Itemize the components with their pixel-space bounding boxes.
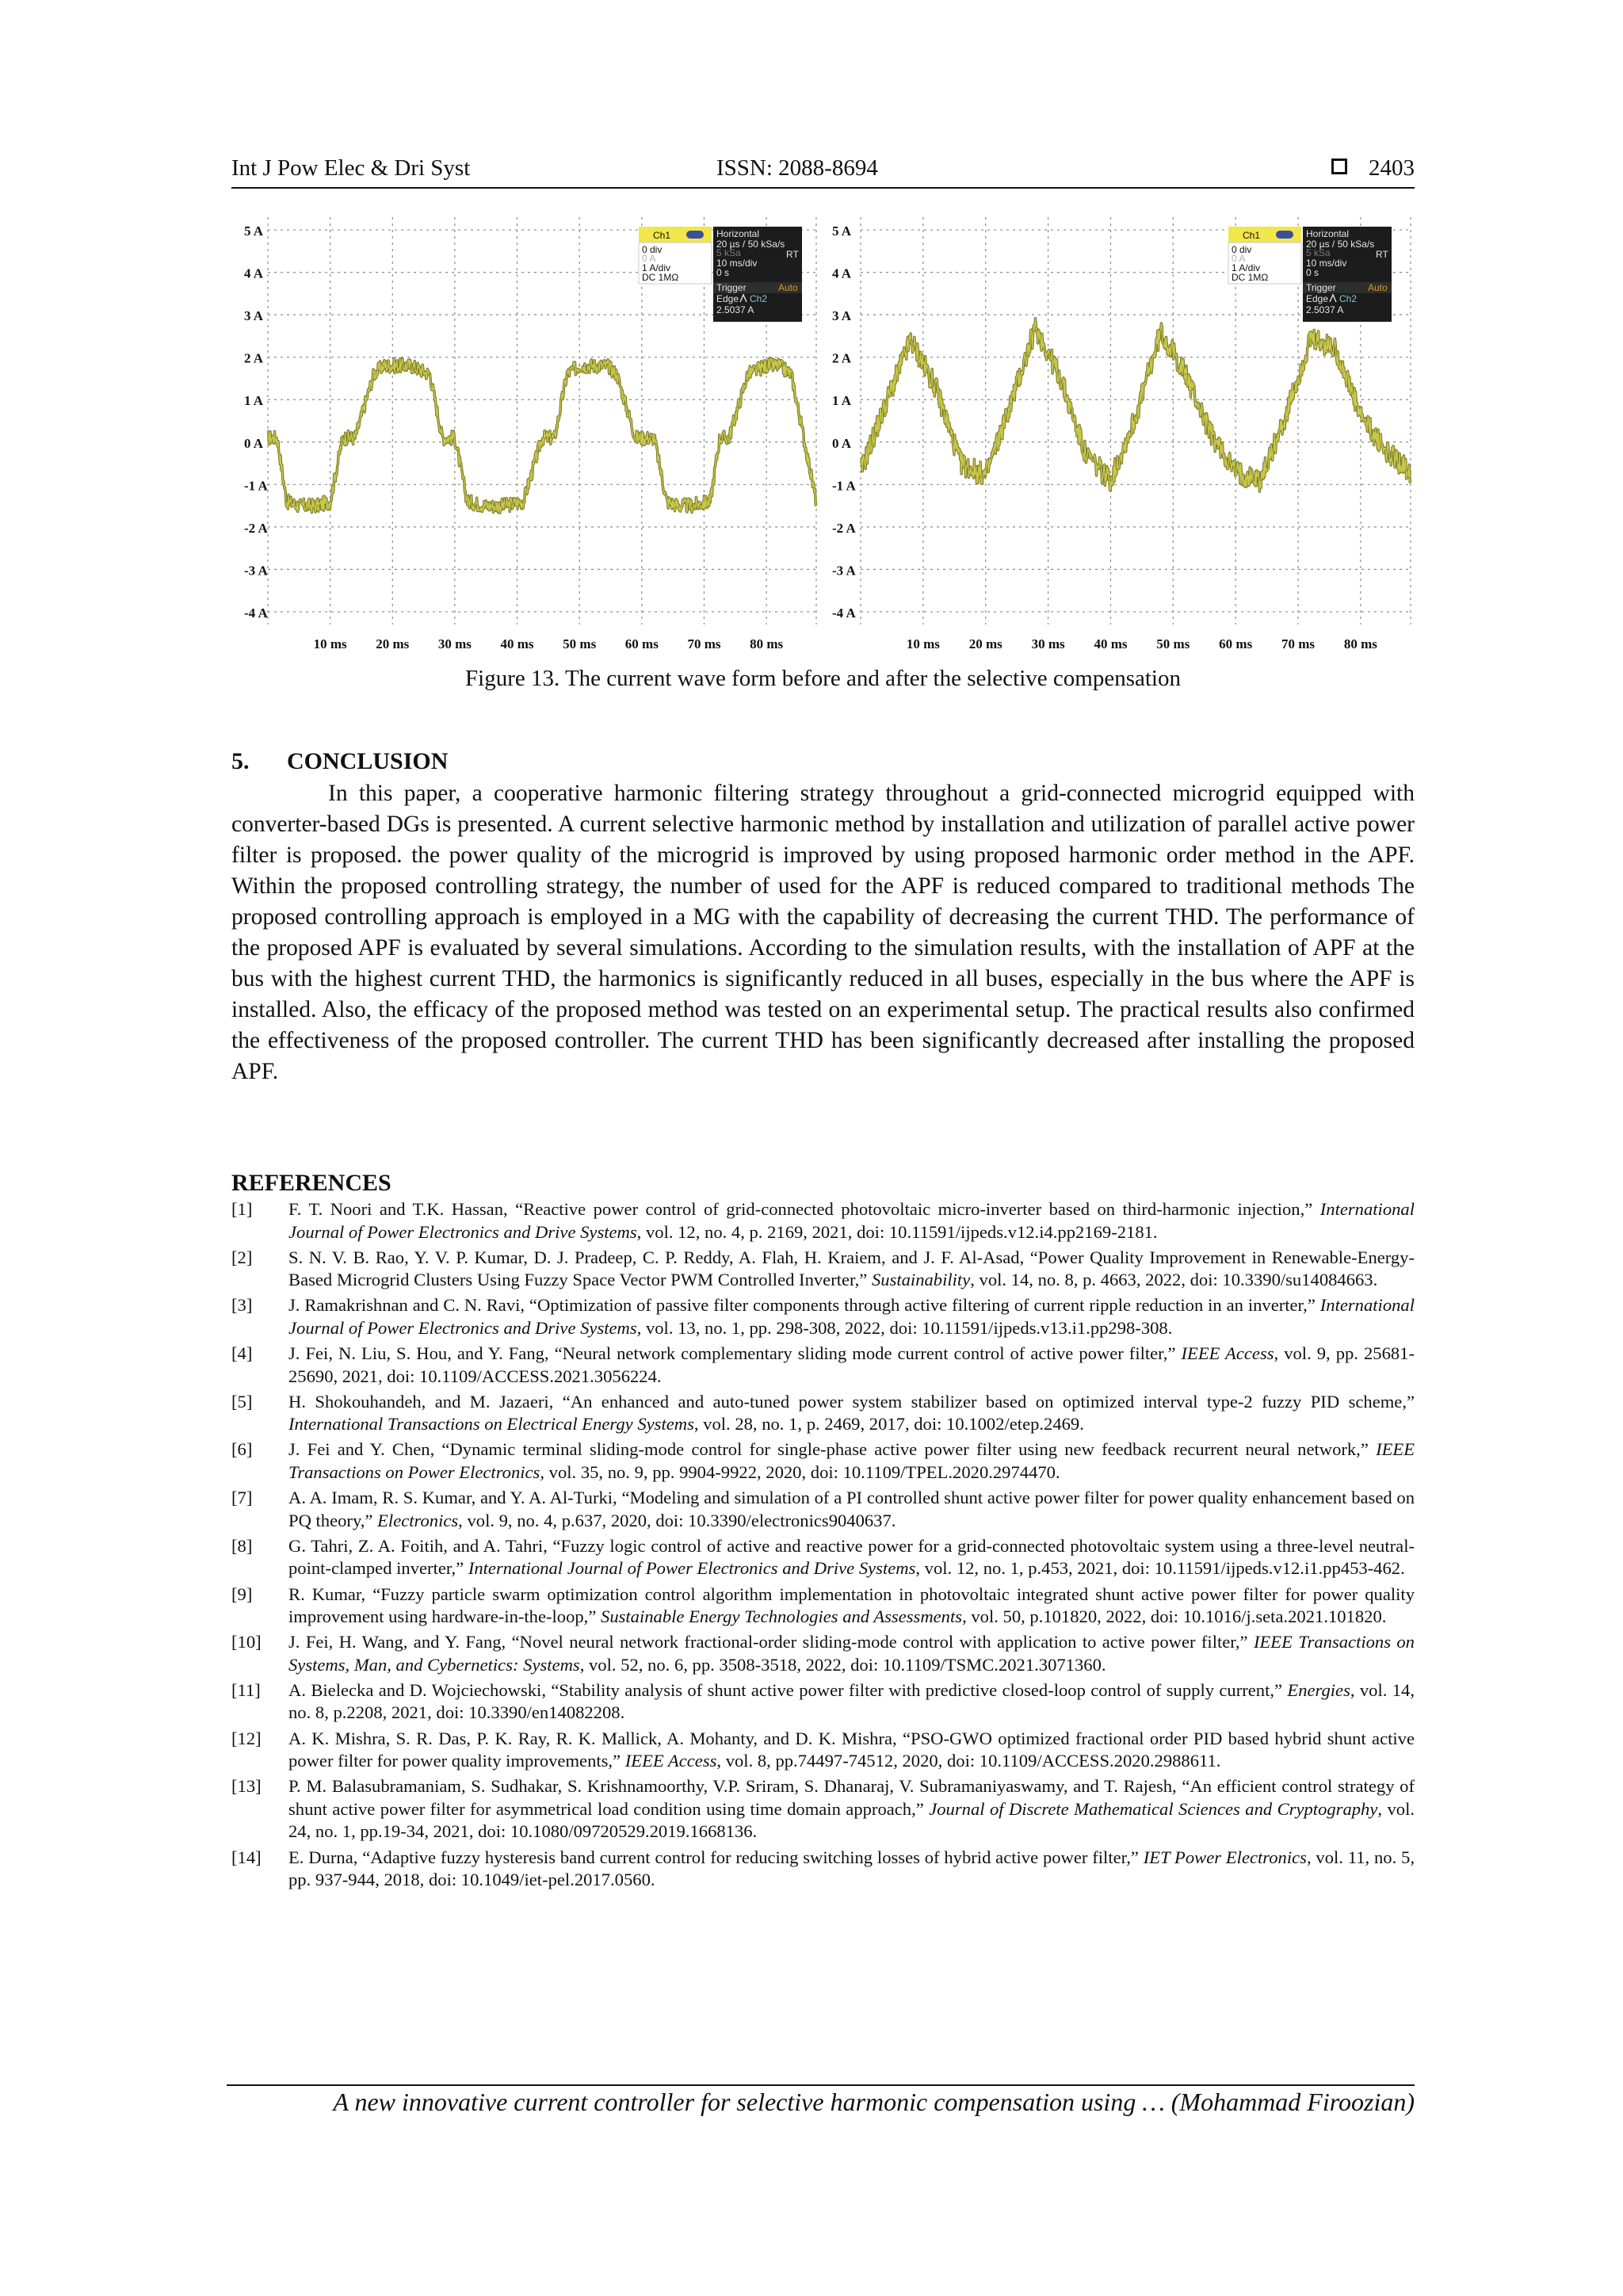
- reference-item: [231, 1487, 1415, 1532]
- channel-toggle-icon: [686, 231, 704, 239]
- waveform-point: [985, 475, 987, 476]
- figure-caption: Figure 13. The current wave form before and after the selective compensation: [465, 666, 1181, 691]
- reference-details: , vol. 14, no. 8, p.2208, 2021, doi: 10.3390/en14082208.: [288, 1679, 1415, 1723]
- reference-item: [231, 1198, 1415, 1244]
- section-number: 5.: [231, 748, 250, 774]
- waveform-point: [598, 365, 599, 366]
- trigger-text: Edge: [716, 293, 739, 304]
- reference-details: , vol. 12, no. 1, p.453, 2021, doi: 10.11591/ijpeds.v12.i1.pp453-462.: [915, 1558, 1405, 1579]
- waveform-point: [960, 462, 961, 464]
- x-tick-label: 70 ms: [687, 636, 721, 650]
- waveform-point: [766, 365, 767, 366]
- y-tick-label: -3 A: [832, 563, 856, 579]
- reference-venue: IET Power Electronics: [1143, 1847, 1307, 1867]
- x-tick-label: 60 ms: [624, 636, 659, 650]
- waveform-point: [441, 437, 443, 438]
- reference-item: [231, 1728, 1415, 1773]
- ch1-text: 1 A/div: [1232, 262, 1261, 273]
- waveform-point: [504, 505, 506, 506]
- references-heading: REFERENCES: [231, 1170, 391, 1196]
- waveform-point: [1235, 471, 1236, 472]
- waveform-point: [884, 403, 886, 404]
- channel-info-box: [1228, 227, 1301, 284]
- reference-venue: International Journal of Power Electronics and Drive Systems: [468, 1558, 916, 1579]
- x-tick-label: 20 ms: [376, 636, 410, 650]
- reference-list: [231, 1198, 1415, 1894]
- y-tick-label: -4 A: [244, 605, 268, 621]
- x-tick-label: 50 ms: [563, 636, 597, 650]
- reference-details: , vol. 24, no. 1, pp.19-34, 2021, doi: 10.1080/09720529.2019.1668136.: [288, 1798, 1415, 1842]
- reference-item: [231, 1584, 1415, 1629]
- y-tick-label: -3 A: [244, 563, 268, 579]
- ch1-text: 1 A/div: [642, 262, 671, 273]
- trigger-text: Auto: [1368, 282, 1388, 293]
- y-tick-label: 0 A: [832, 435, 852, 451]
- x-tick-label: 80 ms: [750, 636, 784, 650]
- waveform-point: [653, 437, 655, 438]
- waveform-point: [747, 373, 748, 375]
- trigger-text: Edge: [1306, 293, 1329, 304]
- waveform-point: [728, 437, 730, 438]
- reference-authors-title: A. K. Mishra, S. R. Das, P. K. Ray, R. K. Mallick, A. Mohanty, and D. K. Mishra, “PSO-GWO optimized fractional order PID based hybrid shunt active power filter for power quality improvements,”: [288, 1728, 1415, 1771]
- waveform-point: [1310, 339, 1312, 341]
- oscilloscope-before-compensation: [236, 212, 819, 650]
- reference-venue: IEEE Access: [1181, 1343, 1274, 1364]
- waveform-point: [790, 373, 792, 375]
- horizontal-text: 0 s: [1306, 267, 1319, 278]
- waveform-point: [934, 386, 936, 388]
- reference-venue: IEEE Transactions on Power Electronics: [288, 1439, 1415, 1483]
- ch1-text: Ch1: [653, 230, 671, 241]
- reference-authors-title: P. M. Balasubramaniam, S. Sudhakar, S. Krishnamoorthy, V.P. Sriram, S. Dhanaraj, V. Subramaniyaswamy, and T. Rajesh, “An efficient control strategy of shunt active power filter for asymmetrical load condition using time domain approach,”: [288, 1776, 1415, 1819]
- reference-details: , vol. 50, p.101820, 2022, doi: 10.1016/j.seta.2021.101820.: [962, 1606, 1387, 1627]
- reference-item: [231, 1294, 1415, 1339]
- ch1-text: 0 A: [1232, 253, 1246, 264]
- reference-venue: Journal of Discrete Mathematical Sciences and Cryptography: [929, 1798, 1378, 1819]
- x-tick-label: 40 ms: [1094, 636, 1128, 650]
- waveform-point: [579, 365, 580, 366]
- reference-number: [13]: [231, 1776, 262, 1797]
- horizontal-text: Horizontal: [1306, 228, 1350, 239]
- x-tick-label: 30 ms: [1031, 636, 1065, 650]
- waveform-point: [709, 501, 711, 502]
- reference-number: [7]: [231, 1488, 253, 1508]
- reference-venue: Electronics: [377, 1510, 459, 1530]
- reference-details: , vol. 35, no. 9, pp. 9904-9922, 2020, doi: 10.1109/TPEL.2020.2974470.: [540, 1462, 1060, 1483]
- waveform-point: [1285, 415, 1286, 417]
- reference-authors-title: G. Tahri, Z. A. Foitih, and A. Tahri, “Fuzzy logic control of active and reactive power for a grid-connected photovoltaic system using a three-level neutral-point-clamped inverter,”: [288, 1535, 1415, 1579]
- horizontal-text: 5 kSa: [716, 247, 741, 258]
- horizontal-text: RT: [786, 249, 799, 260]
- reference-item: [231, 1679, 1415, 1725]
- waveform-trace-shadow: [268, 358, 816, 513]
- x-tick-label: 20 ms: [968, 636, 1002, 650]
- trigger-text: Ch2: [750, 293, 768, 304]
- reference-number: [3]: [231, 1295, 253, 1316]
- reference-venue: Sustainable Energy Technologies and Assessments: [601, 1606, 963, 1627]
- reference-number: [2]: [231, 1247, 253, 1267]
- waveform-point: [1035, 327, 1037, 328]
- ch1-text: 0 div: [642, 244, 663, 255]
- trigger-text: Trigger: [716, 282, 747, 293]
- trigger-text: 2.5037 A: [716, 304, 754, 315]
- y-tick-label: 1 A: [244, 393, 264, 409]
- waveform-point: [429, 373, 430, 375]
- y-tick-label: -2 A: [832, 520, 856, 536]
- y-tick-label: -4 A: [832, 605, 856, 621]
- waveform-point: [411, 365, 412, 366]
- horizontal-info-box: [713, 227, 802, 322]
- horizontal-text: 20 µs / 50 kSa/s: [1306, 239, 1375, 250]
- x-tick-label: 10 ms: [313, 636, 347, 650]
- waveform-point: [466, 501, 468, 502]
- reference-venue: International Journal of Power Electronics and Drive Systems,: [288, 1295, 1415, 1338]
- trigger-text: Auto: [778, 282, 798, 293]
- waveform-point: [495, 505, 496, 506]
- trigger-text: Trigger: [1306, 282, 1336, 293]
- reference-authors-title: S. N. V. B. Rao, Y. V. P. Kumar, D. J. Pradeep, C. P. Reddy, A. Flah, H. Kraiem, and J. F. Al-Asad, “Power Quality Improvement in Renewable-Energy-Based Microgrid Clusters Using Fuzzy Space Vector PWM Controlled Inverter,”: [288, 1247, 1415, 1290]
- reference-item: [231, 1775, 1415, 1843]
- channel-toggle-icon: [1276, 231, 1293, 239]
- waveform-point: [382, 365, 384, 366]
- reference-authors-title: E. Durna, “Adaptive fuzzy hysteresis band current control for reducing switching losses of hybrid active power filter,”: [288, 1847, 1144, 1867]
- reference-details: vol. 13, no. 1, pp. 298-308, 2022, doi: 10.11591/ijpeds.v13.i1.pp298-308.: [641, 1317, 1173, 1338]
- waveform-point: [910, 339, 911, 341]
- x-tick-label: 60 ms: [1219, 636, 1253, 650]
- reference-number: [8]: [231, 1535, 253, 1556]
- reference-authors-title: J. Ramakrishnan and C. N. Ravi, “Optimization of passive filter components through active filtering of current ripple reduction in an inverter,”: [288, 1295, 1320, 1316]
- waveform-point: [678, 505, 680, 506]
- waveform-point: [1135, 415, 1136, 417]
- reference-details: , vol. 9, no. 4, p.637, 2020, doi: 10.3390/electronics9040637.: [458, 1510, 896, 1530]
- waveform-point: [719, 437, 720, 438]
- horizontal-text: 10 ms/div: [1306, 258, 1347, 269]
- section-title: CONCLUSION: [287, 748, 449, 774]
- page-header: [231, 155, 1415, 189]
- reference-venue: Sustainability: [871, 1270, 971, 1290]
- x-tick-label: 50 ms: [1156, 636, 1190, 650]
- reference-number: [11]: [231, 1679, 261, 1700]
- reference-item: [231, 1343, 1415, 1388]
- waveform-point: [860, 471, 861, 472]
- issn: ISSN: 2088-8694: [716, 155, 878, 181]
- waveform-point: [267, 437, 269, 438]
- waveform-point: [285, 501, 287, 502]
- reference-number: [14]: [231, 1847, 262, 1867]
- waveform-point: [635, 437, 636, 438]
- waveform-point: [342, 437, 343, 438]
- reference-number: [12]: [231, 1728, 262, 1748]
- reference-venue: Energies: [1287, 1679, 1350, 1700]
- waveform-point: [1060, 377, 1061, 379]
- waveform-point: [454, 437, 456, 438]
- x-tick-label: 80 ms: [1343, 636, 1377, 650]
- ch1-text: DC 1MΩ: [642, 272, 679, 283]
- reference-authors-title: H. Shokouhandeh, and M. Jazaeri, “An enhanced and auto-tuned power system stabilizer based on optimized interval type-2 fuzzy PID scheme,”: [288, 1391, 1415, 1412]
- reference-item: [231, 1438, 1415, 1484]
- reference-authors-title: A. A. Imam, R. S. Kumar, and Y. A. Al-Turki, “Modeling and simulation of a PI controlled shunt active power filter for power quality enhancement based on PQ theory,”: [288, 1488, 1415, 1530]
- waveform-point: [354, 437, 356, 438]
- scope-chart: [236, 212, 819, 650]
- reference-item: [231, 1847, 1415, 1892]
- reference-venue: International Journal of Power Electronics and Drive Systems: [288, 1199, 1415, 1242]
- waveform-point: [317, 505, 319, 506]
- y-tick-label: 0 A: [244, 435, 264, 451]
- reference-item: [231, 1247, 1415, 1292]
- waveform-point: [298, 505, 300, 506]
- horizontal-text: 5 kSa: [1306, 247, 1331, 258]
- waveform-point: [1410, 471, 1411, 472]
- reference-number: [6]: [231, 1439, 253, 1460]
- reference-details: , vol. 28, no. 1, p. 2469, 2017, doi: 10.1002/etep.2469.: [693, 1414, 1084, 1435]
- y-tick-label: 1 A: [832, 393, 852, 409]
- oscilloscope-after-compensation: [824, 212, 1414, 650]
- waveform-point: [616, 373, 617, 375]
- channel-info-box: [639, 227, 712, 284]
- horizontal-text: Horizontal: [716, 228, 760, 239]
- square-bullet-icon: [1331, 159, 1347, 174]
- journal-name: Int J Pow Elec & Dri Syst: [231, 155, 471, 181]
- y-tick-label: 5 A: [244, 223, 264, 239]
- x-tick-label: 70 ms: [1281, 636, 1316, 650]
- reference-details: , vol. 52, no. 6, pp. 3508-3518, 2022, doi: 10.1109/TSMC.2021.3071360.: [579, 1654, 1106, 1675]
- y-tick-label: -1 A: [244, 478, 268, 494]
- y-tick-label: 3 A: [832, 308, 852, 324]
- waveform-point: [485, 505, 487, 506]
- reference-details: , vol. 8, pp.74497-74512, 2020, doi: 10.1109/ACCESS.2020.2988611.: [716, 1751, 1221, 1771]
- waveform-point: [1260, 479, 1262, 481]
- y-tick-label: -2 A: [244, 520, 268, 536]
- horizontal-text: 10 ms/div: [716, 258, 758, 269]
- y-tick-label: 4 A: [244, 266, 264, 281]
- waveform-point: [691, 505, 693, 506]
- reference-venue: International Transactions on Electrical Energy Systems: [288, 1414, 694, 1435]
- x-tick-label: 40 ms: [500, 636, 534, 650]
- waveform-point: [1109, 479, 1111, 481]
- waveform-point: [606, 365, 608, 366]
- waveform-point: [1010, 403, 1011, 404]
- y-tick-label: 2 A: [244, 350, 264, 366]
- reference-number: [10]: [231, 1632, 262, 1652]
- waveform-point: [522, 501, 524, 502]
- reference-details: , vol. 14, no. 8, p. 4663, 2022, doi: 10.3390/su14084663.: [970, 1270, 1378, 1290]
- reference-details: , vol. 11, no. 5, pp. 937-944, 2018, doi: 10.1049/iet-pel.2017.0560.: [288, 1847, 1415, 1890]
- x-tick-label: 30 ms: [437, 636, 472, 650]
- ch1-text: 0 A: [642, 253, 656, 264]
- horizontal-text: 0 s: [716, 267, 730, 278]
- reference-authors-title: A. Bielecka and D. Wojciechowski, “Stability analysis of shunt active power filter with predictive closed-loop control of supply current,”: [288, 1679, 1288, 1700]
- reference-number: [4]: [231, 1343, 253, 1364]
- waveform-point: [666, 501, 667, 502]
- reference-item: [231, 1631, 1415, 1676]
- reference-venue: IEEE Transactions on Systems, Man, and Cybernetics: Systems: [288, 1632, 1415, 1675]
- scope-chart: [824, 212, 1414, 650]
- ch1-text: 0 div: [1232, 244, 1252, 255]
- waveform-point: [566, 373, 567, 375]
- waveform-point: [1384, 449, 1386, 451]
- waveform-point: [1335, 348, 1336, 350]
- waveform-point: [373, 373, 375, 375]
- reference-authors-title: R. Kumar, “Fuzzy particle swarm optimization control algorithm implementation in photovoltaic integrated shunt active power filter for power quality improvement using hardware-in-the-loop,”: [288, 1584, 1415, 1627]
- waveform-point: [1159, 330, 1161, 332]
- waveform-point: [1360, 415, 1361, 417]
- trigger-text: Ch2: [1339, 293, 1358, 304]
- conclusion-paragraph: In this paper, a cooperative harmonic filtering strategy throughout a grid-connected microgrid equipped with converter-based DGs is presented. A current selective harmonic method by installation and utilization of parallel active power filter is proposed. the power quality of the microgrid is improved by using proposed harmonic order method in the APF. Within the proposed controlling strategy, the number of used for the APF is reduced compared to traditional methods The proposed controlling approach is employed in a MG with the capability of decreasing the current THD. The performance of the proposed APF is evaluated by several simulations. According to the simulation results, with the installation of APF at the bus with the highest current THD, the harmonics is significantly reduced in all buses, especially in the bus where the APF is installed. Also, the efficacy of the proposed method was tested on an experimental setup. The practical results also confirmed the effectiveness of the proposed controller. The current THD has been significantly decreased after installing the proposed APF.: [231, 781, 1415, 1084]
- y-tick-label: 2 A: [832, 350, 852, 366]
- waveform-point: [1185, 373, 1186, 375]
- ch1-text: DC 1MΩ: [1232, 272, 1269, 283]
- y-tick-label: 3 A: [244, 308, 264, 324]
- reference-venue: IEEE Access: [624, 1751, 717, 1771]
- y-tick-label: 5 A: [832, 223, 852, 239]
- trigger-text: 2.5037 A: [1306, 304, 1344, 315]
- horizontal-info-box: [1303, 227, 1392, 322]
- page-footer: A new innovative current controller for selective harmonic compensation using … (Mohammad Firoozian): [227, 2084, 1415, 2117]
- waveform-point: [803, 437, 804, 438]
- waveform-point: [391, 365, 393, 366]
- waveform-point: [541, 437, 543, 438]
- reference-details: , vol. 9, pp. 25681-25690, 2021, doi: 10.1109/ACCESS.2021.3056224.: [288, 1343, 1415, 1386]
- reference-number: [1]: [231, 1199, 253, 1219]
- waveform-point: [815, 501, 817, 502]
- reference-authors-title: J. Fei, H. Wang, and Y. Fang, “Novel neural network fractional-order sliding-mode control with application to active power filter,”: [288, 1632, 1254, 1652]
- ch1-text: Ch1: [1243, 230, 1261, 241]
- waveform-point: [1209, 433, 1211, 434]
- section-heading: [231, 748, 448, 775]
- waveform-point: [554, 437, 556, 438]
- waveform-point: [277, 437, 278, 438]
- page-number: 2403: [1369, 155, 1415, 181]
- y-tick-label: -1 A: [832, 478, 856, 494]
- reference-authors-title: J. Fei and Y. Chen, “Dynamic terminal sliding-mode control for single-phase active power filter using new feedback recurrent neural network,”: [288, 1439, 1377, 1460]
- reference-authors-title: F. T. Noori and T.K. Hassan, “Reactive power control of grid-connected photovoltaic micro-inverter based on third-harmonic injection,”: [288, 1199, 1320, 1219]
- horizontal-text: RT: [1376, 249, 1388, 260]
- y-tick-label: 4 A: [832, 266, 852, 281]
- waveform-point: [1085, 454, 1086, 456]
- horizontal-text: 20 µs / 50 kSa/s: [716, 239, 785, 250]
- reference-number: [9]: [231, 1584, 253, 1604]
- x-tick-label: 10 ms: [906, 636, 940, 650]
- reference-authors-title: J. Fei, N. Liu, S. Hou, and Y. Fang, “Neural network complementary sliding mode current control of active power filter,”: [288, 1343, 1182, 1364]
- reference-item: [231, 1391, 1415, 1436]
- reference-number: [5]: [231, 1391, 253, 1412]
- reference-item: [231, 1535, 1415, 1580]
- reference-details: , vol. 12, no. 4, p. 2169, 2021, doi: 10.11591/ijpeds.v12.i4.pp2169-2181.: [636, 1221, 1158, 1242]
- waveform-point: [329, 501, 330, 502]
- waveform-point: [778, 365, 780, 366]
